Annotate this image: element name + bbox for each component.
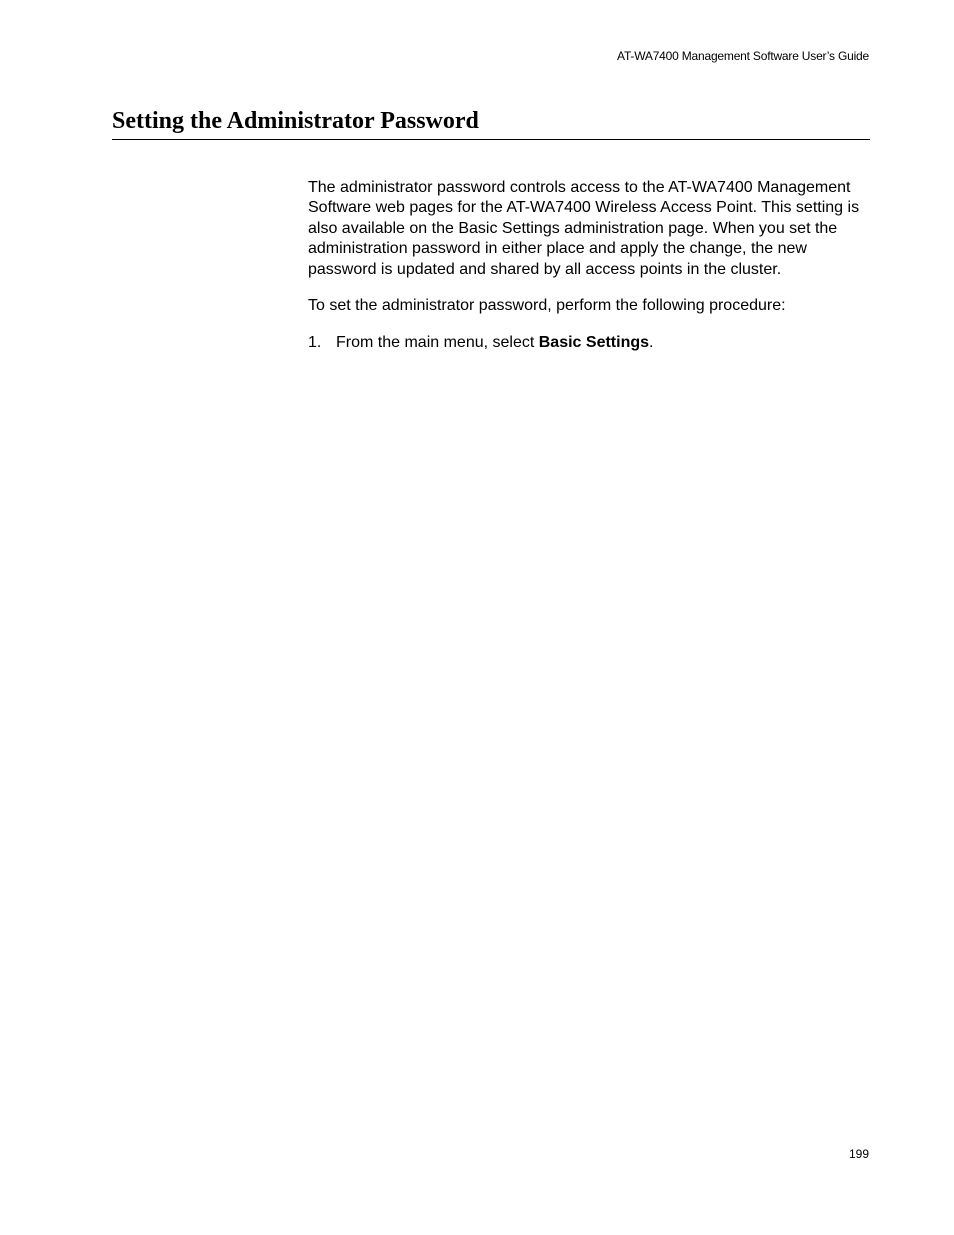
running-header: AT-WA7400 Management Software User’s Guide	[617, 49, 869, 63]
step-text-before: From the main menu, select	[336, 334, 539, 352]
procedure-step	[308, 333, 873, 353]
section-title: Setting the Administrator Password	[112, 108, 479, 134]
intro-paragraph: The administrator password controls access to the AT-WA7400 Management Software web pages for the AT-WA7400 Wireless Access Point. This setting is also available on the Basic Settings administration page. When you set the administration password in either place and apply the change, the new password is updated and shared by all access points in the cluster.	[308, 179, 860, 278]
step-text-after: .	[649, 334, 654, 352]
step-text	[336, 333, 653, 353]
step-number: 1.	[308, 334, 322, 352]
body-column	[308, 178, 873, 354]
procedure-lead-paragraph: To set the administrator password, perform the following procedure:	[308, 297, 786, 315]
title-rule	[112, 139, 870, 140]
step-menu-name: Basic Settings	[538, 334, 650, 352]
page-number: 199	[848, 1147, 869, 1161]
